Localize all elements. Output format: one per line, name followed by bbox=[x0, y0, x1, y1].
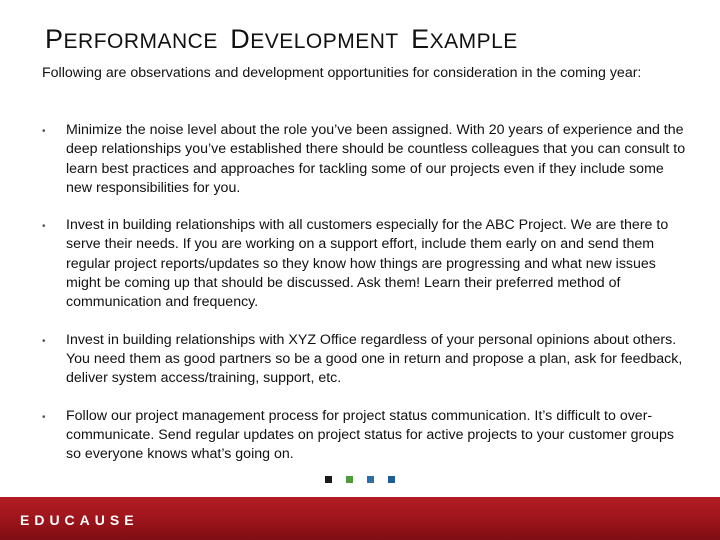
bullet-icon: • bbox=[42, 126, 46, 137]
list-item-text: Follow our project management process for project status communication. It’s difficult to over-communicate. Send regular updates on project status for active projects to your customer groups so everyone knows what’s going on. bbox=[66, 407, 675, 463]
list-item-text: Invest in building relationships with XYZ Office regardless of your personal opinions about others. You need them as good partners so be a good one in return and propose a plan, ask for feedback, deliver system access/training, support, etc. bbox=[66, 331, 683, 387]
title-word-1: PERFORMANCE bbox=[45, 24, 218, 55]
title-word-3: EXAMPLE bbox=[411, 24, 518, 55]
observations-list bbox=[42, 121, 692, 482]
list-item bbox=[42, 407, 692, 465]
list-item-text: Minimize the noise level about the role you’ve been assigned. With 20 years of experience and the deep relationships you’ve established there should be countless colleagues that you can consult to learn best practices and approaches for tackling some of our projects even if they include some new responsibilities for you. bbox=[66, 122, 686, 196]
square-4-icon bbox=[388, 476, 395, 483]
title-word-2: DEVELOPMENT bbox=[230, 24, 399, 55]
list-item bbox=[42, 216, 692, 312]
educause-logo: EDUCAUSE bbox=[20, 512, 139, 528]
square-2-icon bbox=[346, 476, 353, 483]
bullet-icon: • bbox=[42, 335, 46, 347]
square-1-icon bbox=[325, 476, 332, 483]
list-item-text: Invest in building relationships with all customers especially for the ABC Project. We are there to serve their needs. If you are working on a support effort, include them early on and send them regular project reports/updates so they know how things are progressing and what new issues might be coming up that should be discussed. Ask them! Learn their preferred method of communication and frequency. bbox=[66, 217, 669, 311]
intro-paragraph: Following are observations and development opportunities for consideration in the coming year: bbox=[42, 65, 642, 81]
list-item bbox=[42, 331, 692, 389]
bullet-icon: • bbox=[42, 221, 46, 233]
slide-title bbox=[45, 24, 524, 55]
list-item bbox=[42, 121, 692, 198]
bullet-icon: • bbox=[42, 411, 46, 423]
footer-bar bbox=[0, 497, 720, 540]
decorative-squares bbox=[325, 476, 395, 483]
square-3-icon bbox=[367, 476, 374, 483]
